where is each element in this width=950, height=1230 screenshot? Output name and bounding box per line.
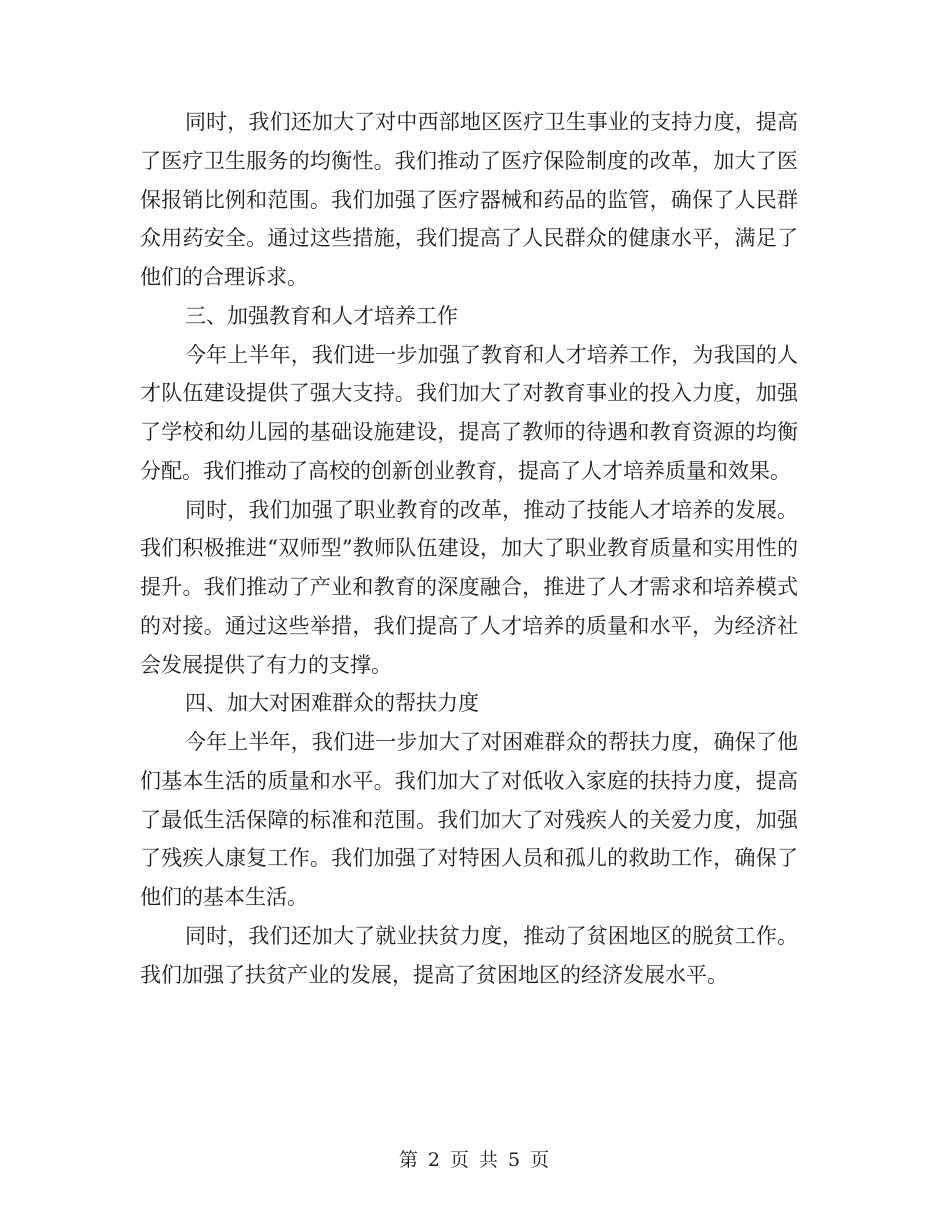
paragraph-vocational-education: 同时，我们加强了职业教育的改革，推动了技能人才培养的发展。我们积极推进“双师型”教师队伍建设，加大了职业教育质量和实用性的提升。我们推动了产业和教育的深度融合，推进了人才需求和培养模式的对接。通过这些举措，我们提高了人才培养的质量和水平，为经济社会发展提供了有力的支撑。 — [140, 497, 798, 677]
document-body — [140, 103, 798, 994]
paragraph-poverty-alleviation: 同时，我们还加大了就业扶贫力度，推动了贫困地区的脱贫工作。我们加强了扶贫产业的发展，提高了贫困地区的经济发展水平。 — [140, 923, 798, 987]
section-heading-assistance: 四、加大对困难群众的帮扶力度 — [185, 691, 479, 716]
paragraph-assistance-efforts: 今年上半年，我们进一步加大了对困难群众的帮扶力度，确保了他们基本生活的质量和水平。我们加大了对低收入家庭的扶持力度，提高了最低生活保障的标准和范围。我们加大了对残疾人的关爱力度，加强了残疾人康复工作。我们加强了对特困人员和孤儿的救助工作，确保了他们的基本生活。 — [140, 730, 798, 909]
section-heading-education: 三、加强教育和人才培养工作 — [185, 303, 458, 328]
paragraph-education-investment: 今年上半年，我们进一步加强了教育和人才培养工作，为我国的人才队伍建设提供了强大支持。我们加大了对教育事业的投入力度，加强了学校和幼儿园的基础设施建设，提高了教师的待遇和教育资源的均衡分配。我们推动了高校的创新创业教育，提高了人才培养质量和效果。 — [140, 342, 798, 483]
paragraph-medical-support: 同时，我们还加大了对中西部地区医疗卫生事业的支持力度，提高了医疗卫生服务的均衡性。我们推动了医疗保险制度的改革，加大了医保报销比例和范围。我们加强了医疗器械和药品的监管，确保了人民群众用药安全。通过这些措施，我们提高了人民群众的健康水平，满足了他们的合理诉求。 — [140, 110, 798, 289]
page-number-footer: 第 2 页 共 5 页 — [398, 1149, 552, 1171]
